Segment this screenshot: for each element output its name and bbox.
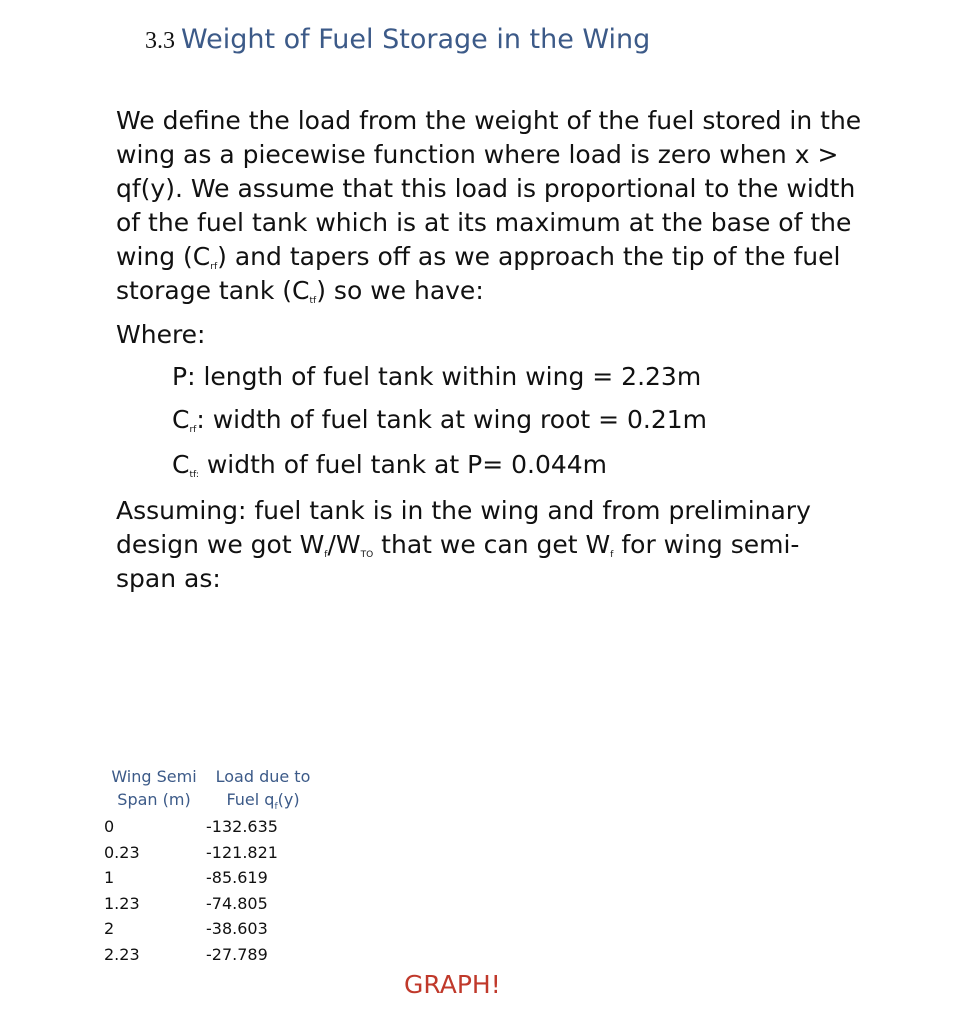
def3-sub: tf: — [189, 470, 199, 480]
header-load-text: Fuel q — [226, 790, 275, 809]
intro-paragraph — [116, 104, 876, 308]
table-cell-span: 2.23 — [104, 945, 140, 964]
table-cell-span: 1.23 — [104, 894, 140, 913]
table-cell-load: -38.603 — [206, 919, 268, 938]
where-label: Where: — [116, 320, 206, 349]
definition-tip-width — [172, 450, 607, 479]
table-cell-load: -121.821 — [206, 843, 278, 862]
section-title: Weight of Fuel Storage in the Wing — [181, 24, 651, 55]
assume-text-4: for wing semi-span as: — [116, 530, 800, 593]
section-heading — [145, 24, 650, 55]
intro-text-2: ) and tapers off as we approach the tip of the fuel storage tank (C — [116, 242, 841, 305]
header-load-line2 — [208, 788, 318, 811]
header-span-line2: Span (m) — [117, 790, 191, 809]
graph-placeholder: GRAPH! — [404, 970, 501, 999]
header-load-suffix: (y) — [277, 790, 300, 809]
table-cell-load: -27.789 — [206, 945, 268, 964]
assume-text-2: /W — [327, 530, 361, 559]
assume-text-1: Assuming: fuel tank is in the wing and from preliminary design we got W — [116, 496, 811, 559]
intro-text-1: We define the load from the weight of the fuel stored in the wing as a piecewise function where load is zero when x > qf(y). We assume that this load is proportional to the width of the fuel tank which is at its maximum at the base of the wing (C — [116, 106, 862, 271]
intro-text-3: ) so we have: — [316, 276, 484, 305]
header-load-line1: Load due to — [215, 767, 311, 786]
table-cell-load: -74.805 — [206, 894, 268, 913]
table-cell-span: 0.23 — [104, 843, 140, 862]
assume-text-3: that we can get W — [373, 530, 611, 559]
table-cell-load: -132.635 — [206, 817, 278, 836]
definition-length: P: length of fuel tank within wing = 2.23m — [172, 362, 702, 391]
section-number: 3.3 — [145, 28, 175, 54]
table-cell-load: -85.619 — [206, 868, 268, 887]
assuming-paragraph — [116, 494, 836, 596]
def2-sub: rf — [189, 425, 197, 435]
table-cell-span: 2 — [104, 919, 115, 938]
assume-sub-f2: f — [610, 550, 614, 560]
table-header-load — [208, 765, 318, 811]
table-cell-span: 1 — [104, 868, 115, 887]
def3-text: width of fuel tank at P= 0.044m — [198, 450, 608, 479]
header-span-line1: Wing Semi — [111, 767, 197, 786]
table-cell-span: 0 — [104, 817, 115, 836]
def2-text: : width of fuel tank at wing root = 0.21m — [196, 405, 708, 434]
definition-root-width — [172, 405, 707, 434]
assume-sub-f: f — [324, 550, 328, 560]
header-load-sub: f — [274, 802, 278, 812]
intro-sub-tf: tf — [309, 296, 317, 306]
def3-symbol: C — [172, 450, 190, 479]
intro-sub-rf: rf — [210, 262, 218, 272]
assume-sub-to: TO — [360, 550, 374, 560]
table-header-span — [104, 765, 204, 811]
def2-symbol: C — [172, 405, 190, 434]
